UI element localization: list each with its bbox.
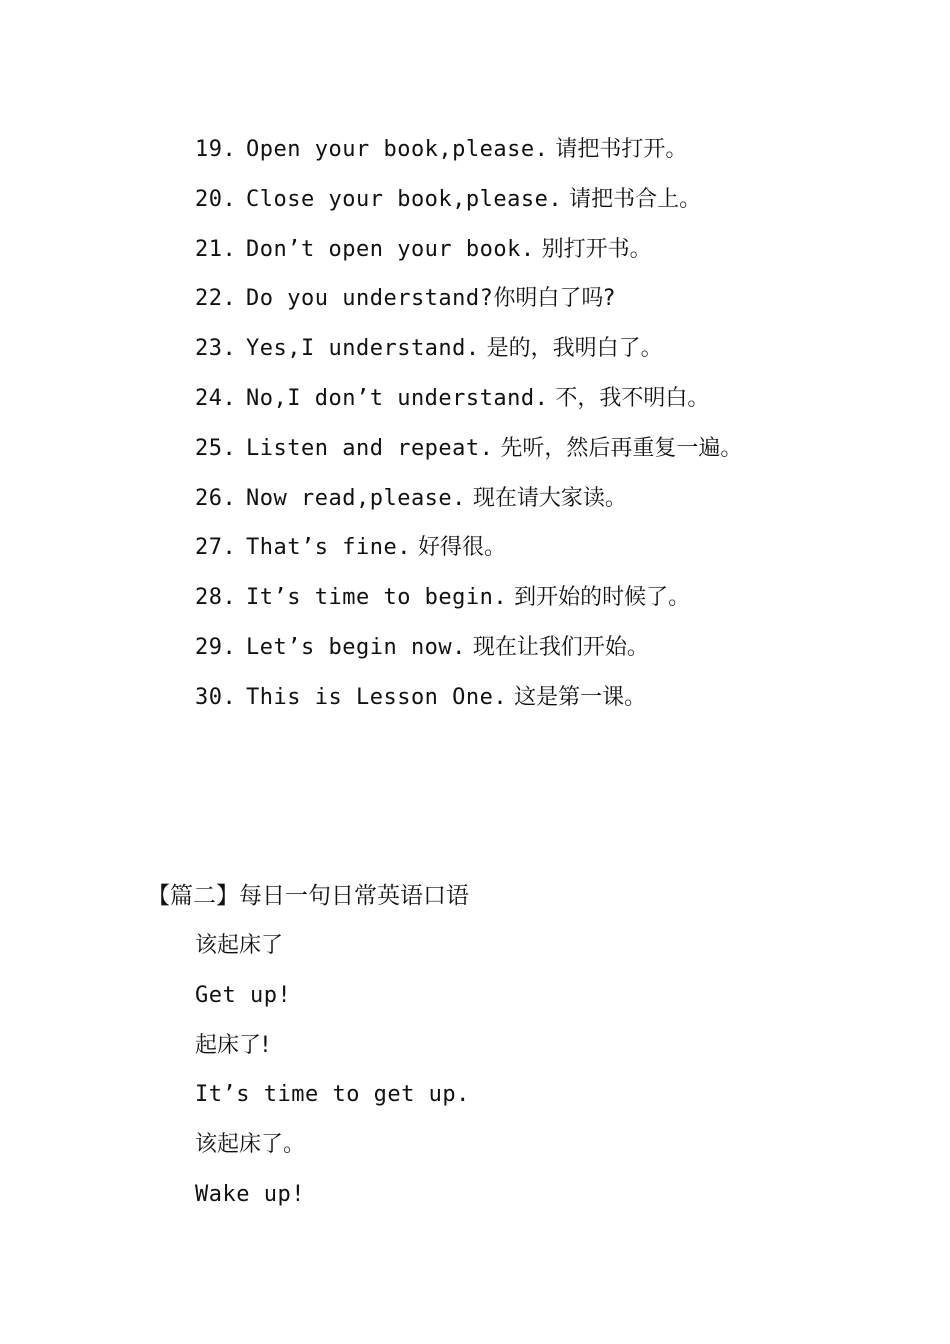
- item-number: 24.: [195, 385, 237, 411]
- chinese-translation: 请把书合上。: [569, 186, 702, 212]
- list-item: [195, 427, 742, 477]
- english-phrase: Yes,I understand.: [246, 336, 480, 362]
- item-number: 26.: [195, 485, 237, 511]
- item-number: 19.: [195, 137, 237, 162]
- daily-phrase-list: [195, 924, 470, 1223]
- phrase-line: Get up!: [195, 982, 292, 1008]
- item-number: 27.: [195, 535, 237, 561]
- english-phrase: Listen and repeat.: [246, 435, 494, 461]
- list-item: [195, 128, 742, 178]
- item-number: 30.: [195, 684, 237, 710]
- chinese-translation: 先听，然后再重复一遍。: [500, 435, 743, 461]
- english-phrase: Open your book,please.: [246, 137, 549, 162]
- section-heading: 【篇二】每日一句日常英语口语: [147, 883, 469, 909]
- chinese-translation: 这是第一课。: [514, 684, 647, 710]
- phrase-line: 起床了!: [195, 1032, 270, 1058]
- list-item: [195, 178, 742, 228]
- phrase-line: 该起床了: [195, 933, 284, 958]
- chinese-translation: 是的，我明白了。: [486, 336, 663, 362]
- item-number: 23.: [195, 336, 237, 362]
- chinese-translation: 现在请大家读。: [472, 485, 627, 511]
- item-number: 28.: [195, 585, 237, 611]
- english-phrase: It’s time to begin.: [246, 585, 508, 611]
- item-number: 21.: [195, 236, 237, 262]
- chinese-translation: 你明白了吗?: [493, 286, 616, 312]
- english-phrase: Now read,please.: [246, 485, 466, 511]
- chinese-translation: 别打开书。: [541, 236, 652, 262]
- list-item: [195, 576, 742, 626]
- item-number: 20.: [195, 186, 237, 212]
- list-item: [195, 377, 742, 427]
- item-number: 29.: [195, 634, 237, 660]
- list-item: [195, 327, 742, 377]
- list-item: [195, 526, 742, 576]
- english-phrase: That’s fine.: [246, 535, 411, 561]
- english-phrase: Let’s begin now.: [246, 634, 466, 660]
- phrase-line: 该起床了。: [195, 1132, 306, 1158]
- chinese-translation: 不，我不明白。: [555, 385, 710, 411]
- list-item: [195, 477, 742, 527]
- phrase-line: Wake up!: [195, 1181, 305, 1207]
- chinese-translation: 到开始的时候了。: [514, 585, 691, 611]
- list-item: [195, 626, 742, 676]
- list-item: [195, 277, 742, 327]
- english-phrase: Do you understand?: [246, 286, 494, 312]
- phrase-line: It’s time to get up.: [195, 1082, 470, 1108]
- chinese-translation: 好得很。: [417, 535, 506, 561]
- list-item: [195, 676, 742, 726]
- english-phrase: No,I don’t understand.: [246, 385, 549, 411]
- english-phrase: Close your book,please.: [246, 186, 563, 212]
- classroom-phrase-list: [195, 128, 742, 726]
- list-item: [195, 228, 742, 278]
- item-number: 22.: [195, 286, 237, 312]
- english-phrase: This is Lesson One.: [246, 684, 508, 710]
- english-phrase: Don’t open your book.: [246, 236, 535, 262]
- chinese-translation: 请把书打开。: [555, 137, 688, 162]
- item-number: 25.: [195, 435, 237, 461]
- chinese-translation: 现在让我们开始。: [472, 634, 649, 660]
